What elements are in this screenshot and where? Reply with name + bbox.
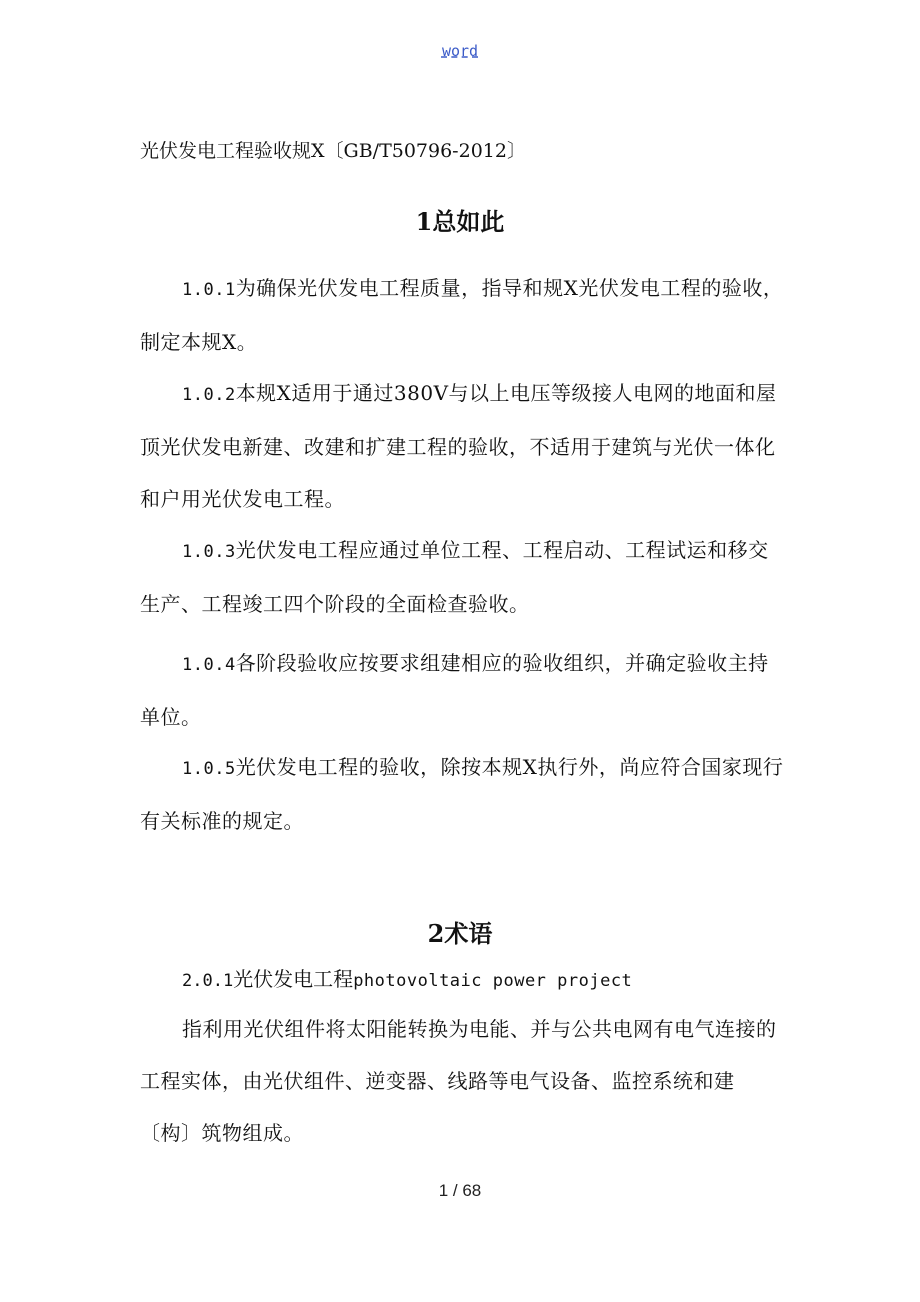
clause-text: 光伏发电工程应通过单位工程、工程启动、工程试运和移交生产、工程竣工四个阶段的全面检查验收。 xyxy=(140,538,769,616)
clause-1-0-1 xyxy=(140,262,785,368)
clause-1-0-4 xyxy=(140,637,785,743)
clause-number: 1.0.5 xyxy=(182,759,236,779)
term-chinese: 光伏发电工程 xyxy=(233,967,354,991)
term-english: photovoltaic power project xyxy=(353,971,633,991)
clause-text: 光伏发电工程的验收，除按本规X执行外，尚应符合国家现行有关标准的规定。 xyxy=(140,755,784,833)
term-2-0-1 xyxy=(140,953,785,1007)
clause-number: 1.0.3 xyxy=(182,542,236,562)
document-title: 光伏发电工程验收规X〔GB/T50796-2012〕 xyxy=(140,140,526,162)
header-word-link[interactable]: word xyxy=(441,42,479,60)
clause-1-0-3 xyxy=(140,524,785,630)
clause-1-0-2 xyxy=(140,367,785,525)
clause-number: 1.0.1 xyxy=(182,280,236,300)
clause-text: 各阶段验收应按要求组建相应的验收组织，并确定验收主持单位。 xyxy=(140,651,769,729)
clause-number: 1.0.4 xyxy=(182,655,236,675)
clause-number: 1.0.2 xyxy=(182,385,236,405)
clause-1-0-5 xyxy=(140,741,785,847)
term-definition: 指利用光伏组件将太阳能转换为电能、并与公共电网有电气连接的工程实体，由光伏组件、逆变器、线路等电气设备、监控系统和建〔构〕筑物组成。 xyxy=(140,1017,777,1145)
page-indicator: 1 / 68 xyxy=(438,1181,482,1200)
clause-text: 为确保光伏发电工程质量，指导和规X光伏发电工程的验收，制定本规X。 xyxy=(140,276,784,354)
section-heading-terms: 2术语 xyxy=(427,919,493,948)
clause-text: 本规X适用于通过380V与以上电压等级接人电网的地面和屋顶光伏发电新建、改建和扩建工程的验收，不适用于建筑与光伏一体化和户用光伏发电工程。 xyxy=(140,381,777,511)
section-heading-general: 1总如此 xyxy=(415,207,505,236)
term-number: 2.0.1 xyxy=(182,971,234,991)
